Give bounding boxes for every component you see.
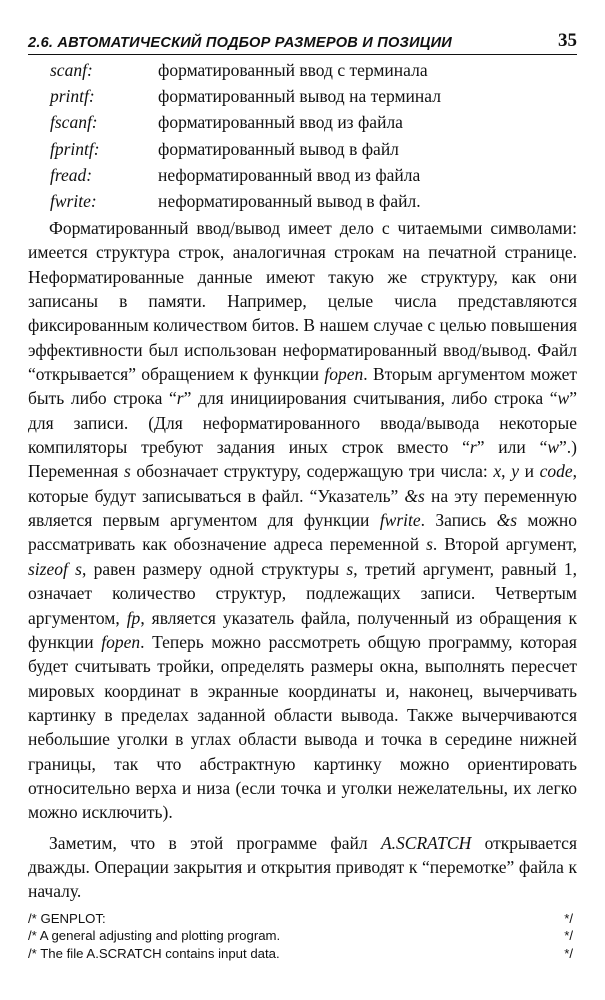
body-text	[28, 216, 577, 904]
function-list	[50, 60, 570, 217]
function-description: форматированный вывод на терминал	[158, 86, 441, 107]
function-description: форматированный ввод из файла	[158, 112, 403, 133]
code-listing	[28, 910, 577, 962]
function-description: неформатированный ввод из файла	[158, 164, 421, 185]
paragraph: Заметим, что в этой программе файл A.SCRATCH открывается дважды. Операции закрытия и открытия приводят к “перемотке” файла к началу.	[28, 832, 577, 902]
running-head	[28, 26, 577, 55]
section-title: 2.6. АВТОМАТИЧЕСКИЙ ПОДБОР РАЗМЕРОВ И ПОЗИЦИИ	[28, 35, 453, 51]
function-item	[50, 139, 570, 165]
code-text: /* GENPLOT:	[28, 911, 106, 926]
code-line	[28, 910, 577, 927]
function-description: форматированный вывод в файл	[158, 138, 399, 159]
paragraph: Форматированный ввод/вывод имеет дело с читаемыми символами: имеется структура строк, аналогичная строкам на печатной странице. Неформатированные данные имеют такую же структуру, как они записаны в памяти. Например, целые числа представляются фиксированным количеством битов. В нашем случае с целью повышения эффективности был использован неформатированный ввод/вывод. Файл “открывается” обращением к функции fopen. Вторым аргументом может быть либо строка “r” для инициирования считывания, либо строка “w” для записи. (Для неформатированного ввода/вывода некоторые компиляторы требуют задания иных строк вместо “r” или “w”.) Переменная s обозначает структуру, содержащую три числа: x, y и code, которые будут записываться в файл. “Указатель” &s на эту переменную является первым аргументом для функции fwrite. Запись &s можно рассматривать как обозначение адреса переменной s. Второй аргумент, sizeof s, равен размеру одной структуры s, третий аргумент, равный 1, означает количество структур, подлежащих записи. Четвертым аргументом, fp, является указатель файла, полученный из обращения к функции fopen. Теперь можно рассмотреть общую программу, которая будет считывать тройки, определять размеры окна, выполнять пересчет мировых координат в экранные координаты и, наконец, вычерчивать картинку в пределах заданной области вывода. Также вычерчиваются небольшие уголки в углах области вывода и точка в середине нижней границы, так что абстрактную картинку можно ориентировать относительно верха и низа (если точка и уголки нежелательны, их легко можно исключить).	[28, 218, 578, 823]
function-item	[50, 86, 570, 112]
function-name: fprintf:	[50, 138, 100, 159]
function-name: fwrite:	[50, 190, 97, 211]
function-item	[50, 191, 570, 217]
function-name: printf:	[50, 86, 95, 107]
comment-end: */	[564, 945, 573, 961]
comment-end: */	[564, 911, 573, 926]
comment-end: */	[564, 928, 573, 944]
function-item	[50, 60, 570, 86]
function-name: fread:	[50, 164, 93, 185]
code-text: /* The file A.SCRATCH contains input data.	[28, 945, 280, 961]
code-line	[28, 945, 577, 962]
page-number: 35	[558, 30, 577, 51]
function-name: scanf:	[50, 60, 93, 80]
function-description: неформатированный вывод в файл.	[158, 190, 421, 211]
function-item	[50, 165, 570, 191]
function-item	[50, 112, 570, 138]
function-name: fscanf:	[50, 112, 98, 133]
code-line	[28, 927, 577, 944]
code-text: /* A general adjusting and plotting program.	[28, 928, 281, 944]
function-description: форматированный ввод с терминала	[158, 60, 428, 80]
